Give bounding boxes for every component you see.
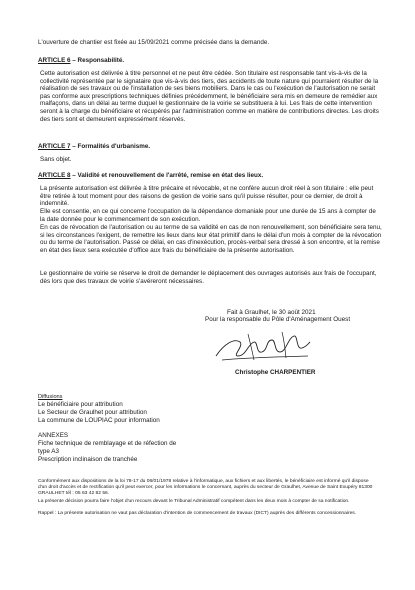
annex-item-type: type A3 bbox=[38, 448, 60, 455]
signature-role: Pour la responsable du Pôle d'Aménagement Ouest bbox=[205, 316, 351, 323]
legal-notice-data-rights: Conformément aux dispositions de la loi 78-17 du 06/01/1978 relative à l'informatique, aux fichiers et aux libertés, le bénéficiaire est informé qu'il dispose d'un droit d'accès et de rectification qu'il peut exercer, pour les informations le concernant, auprès du secteur de Graulhet, Avenue de Saint Exupéry 81300 GRAULHET tél : 05 63 42 82 56. bbox=[38, 479, 373, 496]
opening-date-text: L'ouverture de chantier est fixée au 15/09/2021 comme précisée dans la demande. bbox=[38, 39, 270, 46]
signatory-name: Christophe CHARPENTIER bbox=[235, 369, 316, 376]
article-6-heading bbox=[38, 57, 124, 65]
legal-notice-appeal: La présente décision pourra faire l'objet d'un recours devant le Tribunal Administratif compétent dans les deux mois à compter de sa notification. bbox=[38, 499, 350, 504]
annexes-title: ANNEXES bbox=[38, 432, 69, 439]
article-7-title: – Formalités d'urbanisme. bbox=[70, 143, 151, 150]
legal-notice-dict: Rappel : La présente autorisation ne vaut pas déclaration d'intention de commencement de travaux (DICT) auprès des différents concessionnaires. bbox=[38, 511, 357, 516]
article-7-paragraph: Sans objet. bbox=[40, 156, 72, 163]
article-8-paragraph-1: La présente autorisation est délivrée à titre précaire et révocable, et ne confère aucun droit réel à son titulaire : elle peut être retirée à tout moment pour des raisons de gestion de voirie sans qu'il puisse résulter, pour ce dernier, de droit à indemnité. bbox=[40, 185, 374, 208]
diffusions-title: Diffusions bbox=[38, 394, 63, 400]
article-8-paragraph-2: Elle est consentie, en ce qui concerne l'occupation de la dépendance domaniale pour une durée de 15 ans à compter de la date donnée pour le commencement de son exécution. bbox=[40, 208, 376, 223]
annex-item-fiche: Fiche technique de remblayage et de réfection de bbox=[38, 440, 177, 447]
article-8-paragraph-3: En cas de révocation de l'autorisation ou au terme de sa validité en cas de non renouvellement, son bénéficiaire sera tenu, si les circonstances l'exigent, de remettre les lieux dans leur état primitif dans le délai d'un mois à compter de la révocation ou du terme de l'autorisation. Passé ce délai, en cas d'inexécution, procès-verbal sera dressé à son encontre, et la remise en état des lieux sera exécutée d'office aux frais du bénéficiaire de la présente autorisation. bbox=[40, 224, 382, 254]
article-8-title: – Validité et renouvellement de l'arrêté, remise en état des lieux. bbox=[70, 172, 264, 179]
article-7-label: ARTICLE 7 bbox=[38, 143, 71, 150]
signature-place-date: Fait à Graulhet, le 30 août 2021 bbox=[227, 309, 316, 316]
article-6-title: – Responsabilité. bbox=[70, 57, 125, 64]
article-8-paragraph-4: Le gestionnaire de voirie se réserve le droit de demander le déplacement des ouvrages autorisés aux frais de l'occupant, dès lors que des travaux de voirie s'avéreront nécessaires. bbox=[40, 270, 377, 285]
article-7-heading bbox=[38, 143, 150, 151]
article-6-paragraph: Cette autorisation est délivrée à titre personnel et ne peut être cédée. Son titulaire est responsable tant vis-à-vis de la collectivité représentée par le signataire que vis-à-vis des tiers, des accidents de toute nature qui pourraient résulter de la réalisation de ses travaux ou de l'installation de ses biens mobiliers. Dans le cas ou l'exécution de l'autorisation ne serait pas conforme aux prescriptions techniques définies précédemment, le bénéficiaire sera mis en demeure de remédier aux malfaçons, dans un délai au terme duquel le gestionnaire de la voirie se substituera à lui. Les frais de cette intervention seront à la charge du bénéficiaire et récupérés par l'administration comme en matière de contributions directes. Les droits des tiers sont et demeurent expressément réservés. bbox=[40, 70, 379, 123]
annex-item-prescription: Prescription inclinaison de tranchée bbox=[38, 456, 138, 463]
diffusion-item-secteur: Le Secteur de Graulhet pour attribution bbox=[38, 409, 147, 416]
article-8-heading bbox=[38, 172, 263, 180]
article-6-label: ARTICLE 6 bbox=[38, 57, 71, 64]
diffusion-item-beneficiary: Le bénéficiaire pour attribution bbox=[38, 401, 123, 408]
diffusion-item-commune: La commune de LOUPIAC pour information bbox=[38, 417, 160, 424]
article-8-label: ARTICLE 8 bbox=[38, 172, 71, 179]
handwritten-signature bbox=[212, 326, 312, 368]
